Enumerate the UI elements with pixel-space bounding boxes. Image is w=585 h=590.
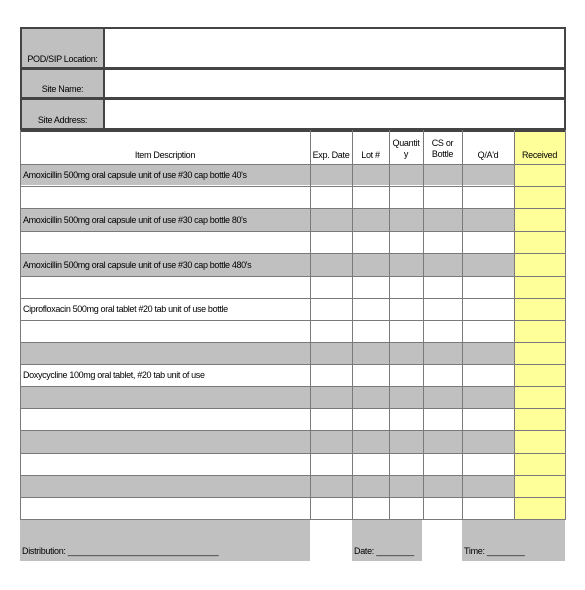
item-description: Ciprofloxacin 500mg oral tablet #20 tab unit of use bottle (23, 304, 228, 314)
grid-line (20, 475, 566, 476)
item-row-band (20, 431, 514, 453)
grid-line (310, 130, 311, 519)
item-row-band (20, 386, 514, 408)
grid-line (352, 130, 353, 519)
col-header-quantity-line2: y (403, 149, 409, 159)
grid-line (20, 298, 566, 299)
site-address-field[interactable] (105, 100, 563, 128)
grid-line (514, 130, 515, 519)
item-row-band (20, 475, 514, 497)
grid-line (20, 276, 566, 277)
site-name-field[interactable] (105, 70, 563, 97)
time-field[interactable]: Time: ________ (464, 546, 525, 556)
grid-line (389, 130, 390, 519)
col-header-received: Received (521, 150, 558, 160)
received-column[interactable] (514, 131, 565, 519)
grid-line (20, 130, 566, 132)
grid-line (20, 208, 566, 209)
location-field[interactable] (105, 29, 563, 67)
site-name-label-cell (22, 70, 103, 97)
grid-line (20, 386, 566, 387)
location-label-cell (22, 29, 103, 67)
col-header-qa: Q/A'd (477, 150, 499, 160)
grid-line (20, 408, 566, 409)
col-header-lot: Lot # (361, 150, 380, 160)
header-column-divider (103, 29, 105, 128)
grid-line (20, 164, 566, 165)
grid-line (20, 231, 566, 232)
item-description: Amoxicillin 500mg oral capsule unit of use #30 cap bottle 80's (23, 215, 247, 225)
date-field[interactable]: Date: ________ (354, 546, 414, 556)
grid-line (20, 130, 21, 519)
col-header-exp-date: Exp. Date (312, 150, 350, 160)
grid-line (20, 430, 566, 431)
grid-line (20, 186, 566, 187)
grid-line (20, 342, 566, 343)
col-header-item-description: Item Description (134, 150, 196, 160)
col-header-cs-line2: Bottle (431, 149, 454, 159)
grid-line (20, 519, 566, 520)
grid-line (20, 453, 566, 454)
grid-line (462, 130, 463, 519)
grid-line (565, 130, 566, 519)
grid-line (20, 497, 566, 498)
col-header-quantity-line1: Quantit (392, 138, 420, 148)
grid-line (20, 320, 566, 321)
distribution-field[interactable]: Distribution: ________________________________ (22, 546, 219, 556)
item-description: Amoxicillin 500mg oral capsule unit of use #30 cap bottle 40's (23, 170, 247, 180)
site-name-label: Site Name: (41, 84, 84, 94)
grid-line (423, 130, 424, 519)
col-header-cs-or-bottle (423, 138, 462, 160)
site-address-label: Site Address: (37, 115, 88, 125)
col-header-cs-line1: CS or (431, 138, 454, 148)
site-address-label-cell (22, 100, 103, 128)
item-description: Doxycycline 100mg oral tablet, #20 tab unit of use (23, 370, 205, 380)
location-label: POD/SIP Location: (27, 54, 98, 64)
col-header-quantity (389, 138, 423, 160)
grid-line (20, 364, 566, 365)
item-description: Amoxicillin 500mg oral capsule unit of use #30 cap bottle 480's (23, 260, 252, 270)
grid-line (20, 253, 566, 254)
item-row-band (20, 342, 514, 364)
